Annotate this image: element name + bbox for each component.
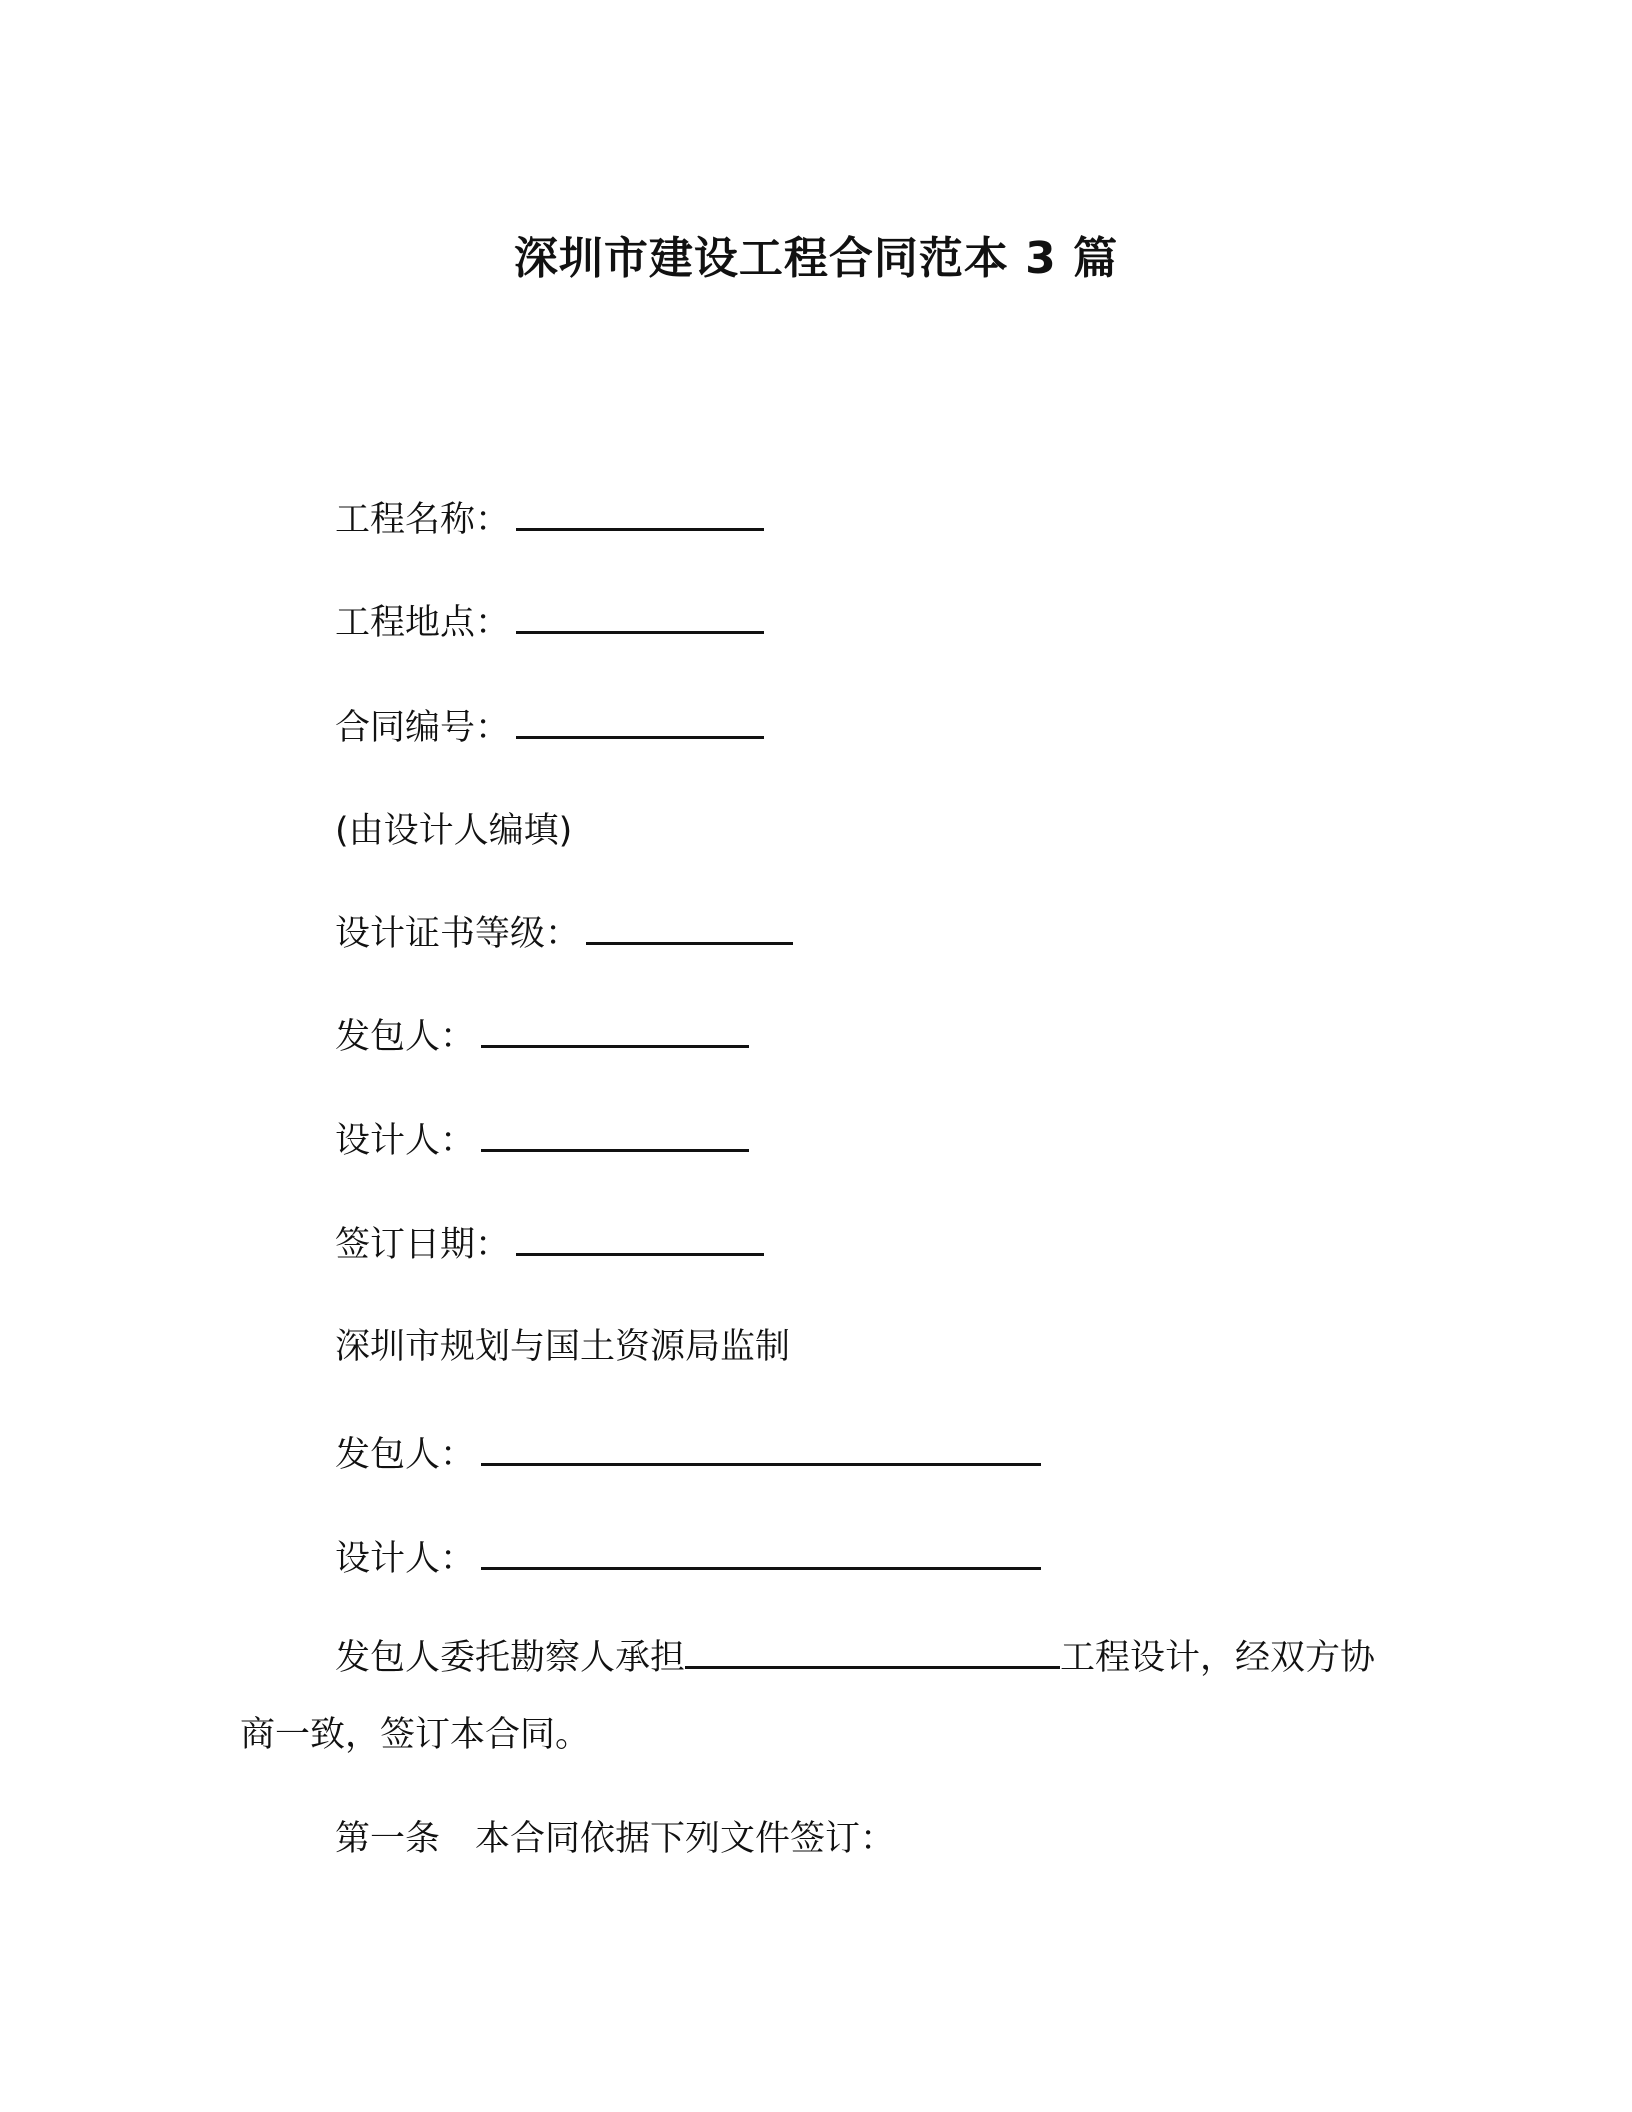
- field-blank: [516, 708, 764, 739]
- field-blank: [586, 914, 793, 945]
- paragraph-text-after: 工程设计，经双方协商一致，签订本合同。: [240, 1638, 1376, 1755]
- field-label: 合同编号：: [335, 708, 511, 748]
- article-1: [335, 1814, 895, 1864]
- field-designer-long: [335, 1534, 1041, 1584]
- field-label: 发包人：: [335, 1435, 476, 1475]
- entrustment-paragraph: [240, 1620, 1390, 1774]
- field-signing-date: [335, 1220, 764, 1270]
- field-blank: [516, 603, 764, 634]
- field-label: 发包人：: [335, 1017, 476, 1057]
- field-employer-long: [335, 1430, 1041, 1480]
- field-blank: [481, 1017, 749, 1048]
- field-label: 签订日期：: [335, 1225, 511, 1265]
- supervisor-text: 深圳市规划与国土资源局监制: [335, 1327, 791, 1367]
- field-employer: [335, 1012, 749, 1062]
- field-blank: [481, 1121, 749, 1152]
- field-label: 工程名称：: [335, 500, 511, 540]
- field-project-name: [335, 495, 764, 545]
- document-title: 深圳市建设工程合同范本 3 篇: [513, 233, 1119, 284]
- field-label: 设计人：: [335, 1121, 476, 1161]
- note-filled-by-designer: [335, 806, 572, 856]
- field-blank: [516, 500, 764, 531]
- field-blank: [516, 1225, 764, 1256]
- field-project-location: [335, 598, 764, 648]
- field-contract-number: [335, 703, 764, 753]
- paragraph-text-before: 发包人委托勘察人承担: [335, 1638, 686, 1678]
- field-design-certificate-level: [335, 909, 793, 959]
- paragraph-blank: [685, 1638, 1060, 1669]
- field-designer: [335, 1116, 749, 1166]
- field-label: 工程地点：: [335, 603, 511, 643]
- note-text: (由设计人编填): [335, 811, 573, 851]
- field-blank: [481, 1539, 1041, 1570]
- article-text: 第一条 本合同依据下列文件签订：: [335, 1819, 896, 1859]
- supervisor-line: [335, 1322, 790, 1372]
- field-label: 设计人：: [335, 1539, 476, 1579]
- field-blank: [481, 1435, 1041, 1466]
- field-label: 设计证书等级：: [335, 914, 581, 954]
